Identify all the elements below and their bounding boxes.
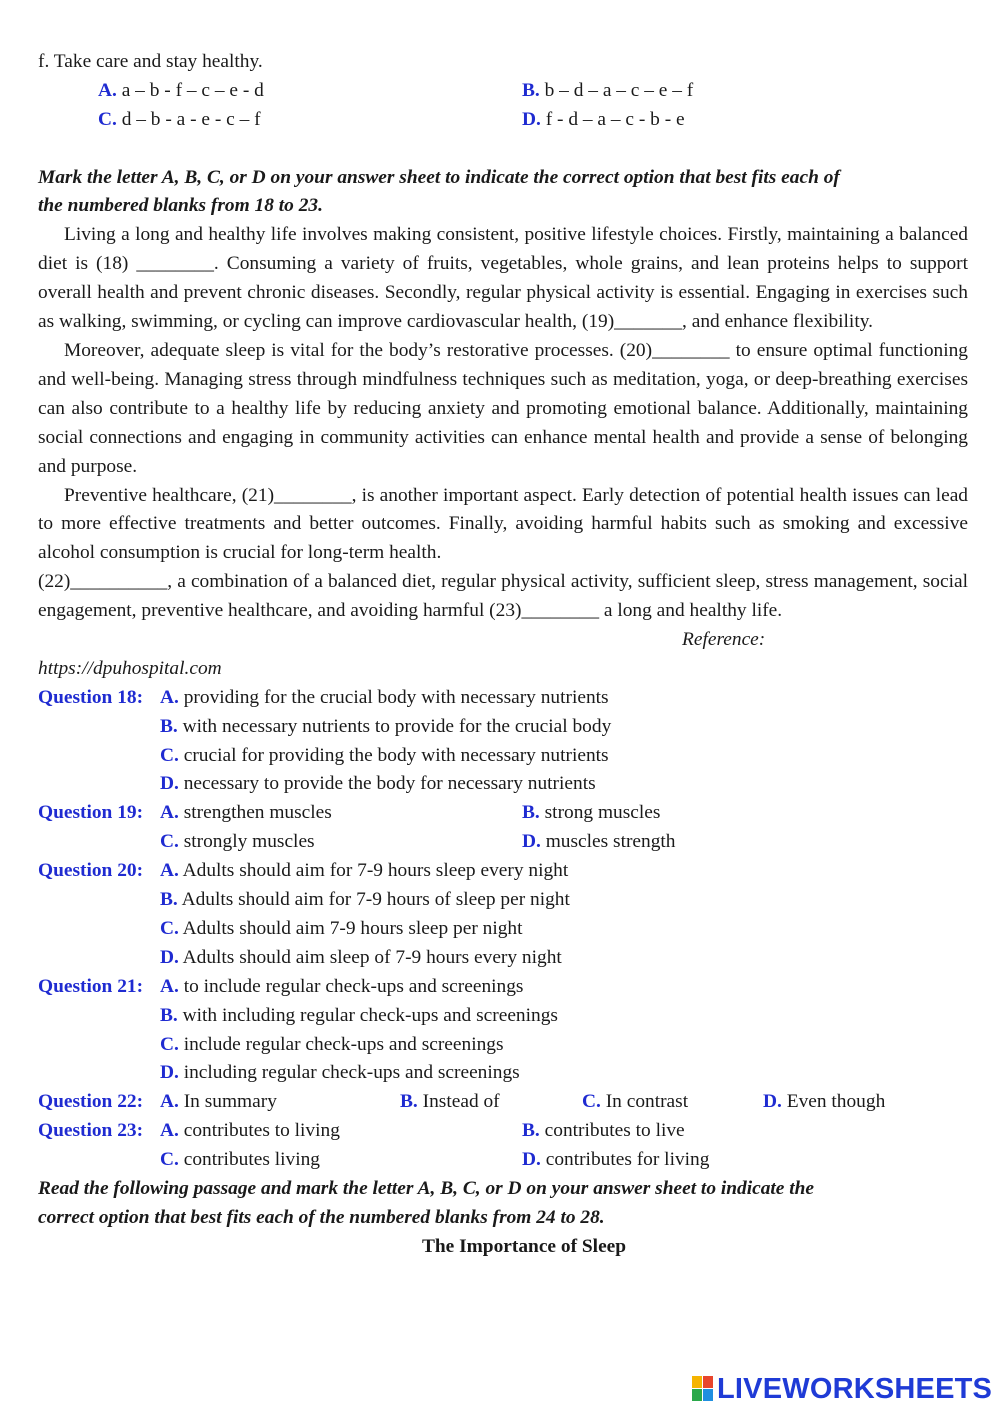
order-options-row-2 — [38, 106, 968, 135]
q19-letter-b[interactable]: B. — [522, 802, 540, 824]
question-18-row-a — [38, 684, 968, 713]
reference-url: https://dpuhospital.com — [38, 657, 222, 679]
q19-option-b: strong muscles — [544, 802, 661, 824]
question-18-label: Question 18: — [38, 686, 144, 708]
q23-option-d: contributes for living — [545, 1149, 710, 1171]
passage-paragraph-1: Living a long and healthy life involves making consistent, positive lifestyle choices. Firstly, maintaining a balanced diet is (18) ________. Consuming a variety of fruits, vegetables, whole grains, and lean proteins helps to support overall health and prevent chronic diseases. Secondly, regular physical activity is essential. Engaging in exercises such as walking, swimming, or cycling can improve cardiovascular health, (19)_______, and enhance flexibility. — [38, 224, 968, 333]
passage-paragraph-4: (22)__________, a combination of a balanced diet, regular physical activity, sufficient sleep, stress management, social engagement, preventive healthcare, and avoiding harmful (23)________ a long and healthy life. — [38, 571, 968, 622]
option-letter-a[interactable]: A. — [98, 79, 117, 101]
passage-paragraph-2: Moreover, adequate sleep is vital for the body’s restorative processes. (20)________ to ensure optimal functioning and well-being. Managing stress through mindfulness techniques such as meditation, yoga, or deep-breathing exercises can also contribute to a healthy life by reducing anxiety and promoting emotional balance. Additionally, maintaining social connections and engaging in community activities can enhance mental health and provide a sense of belonging and purpose. — [38, 339, 968, 477]
q23-letter-d[interactable]: D. — [522, 1149, 541, 1171]
liveworksheets-logo[interactable] — [692, 1374, 992, 1404]
q20-option-c: Adults should aim 7-9 hours sleep per night — [182, 917, 523, 939]
option-f-line: f. Take care and stay healthy. — [38, 51, 263, 72]
passage — [38, 221, 968, 626]
q22-letter-d[interactable]: D. — [763, 1091, 782, 1113]
q20-letter-a[interactable]: A. — [160, 860, 179, 882]
q22-option-d: Even though — [786, 1091, 886, 1113]
question-22-label: Question 22: — [38, 1091, 144, 1113]
option-letter-d[interactable]: D. — [522, 108, 541, 130]
question-21-row-b — [38, 1002, 968, 1031]
question-21-row-d — [38, 1059, 968, 1088]
question-20-label: Question 20: — [38, 860, 144, 882]
option-letter-b[interactable]: B. — [522, 79, 540, 101]
option-letter-c[interactable]: C. — [98, 108, 117, 130]
option-b-text: b – d – a – c – e – f — [544, 79, 694, 101]
question-22-row — [38, 1088, 968, 1117]
q19-option-d: muscles strength — [545, 831, 676, 853]
q18-option-d: necessary to provide the body for necessary nutrients — [183, 773, 596, 795]
q23-letter-c[interactable]: C. — [160, 1149, 179, 1171]
q20-letter-c[interactable]: C. — [160, 917, 179, 939]
question-21-label: Question 21: — [38, 975, 144, 997]
q18-letter-b[interactable]: B. — [160, 715, 178, 737]
q21-letter-c[interactable]: C. — [160, 1033, 179, 1055]
q23-letter-b[interactable]: B. — [522, 1120, 540, 1142]
question-23-label: Question 23: — [38, 1120, 144, 1142]
q18-option-b: with necessary nutrients to provide for the crucial body — [182, 715, 612, 737]
question-18-row-b — [38, 713, 968, 742]
question-20-row-c — [38, 915, 968, 944]
instruction2-line-2: correct option that best fits each of the numbered blanks from 24 to 28. — [38, 1206, 605, 1228]
q19-option-a: strengthen muscles — [183, 802, 332, 824]
q23-option-c: contributes living — [183, 1149, 320, 1171]
q18-letter-c[interactable]: C. — [160, 744, 179, 766]
option-d-text: f - d – a – c - b - e — [545, 108, 685, 130]
q21-option-a: to include regular check-ups and screenings — [183, 975, 524, 997]
q21-option-b: with including regular check-ups and screenings — [182, 1004, 558, 1026]
q21-option-c: include regular check-ups and screenings — [183, 1033, 504, 1055]
q22-letter-c[interactable]: C. — [582, 1091, 601, 1113]
reference-label: Reference: — [682, 629, 766, 651]
q19-letter-a[interactable]: A. — [160, 802, 179, 824]
instruction2-line-1: Read the following passage and mark the letter A, B, C, or D on your answer sheet to indicate the — [38, 1177, 815, 1199]
q22-option-a: In summary — [183, 1091, 277, 1113]
question-21-row-c — [38, 1031, 968, 1060]
q19-letter-c[interactable]: C. — [160, 831, 179, 853]
q20-option-d: Adults should aim sleep of 7-9 hours every night — [182, 946, 562, 968]
option-a-text: a – b - f – c – e - d — [121, 79, 264, 101]
q20-option-a: Adults should aim for 7-9 hours sleep every night — [182, 860, 569, 882]
q18-letter-d[interactable]: D. — [160, 773, 179, 795]
q21-letter-a[interactable]: A. — [160, 975, 179, 997]
q21-letter-d[interactable]: D. — [160, 1062, 179, 1084]
instruction-line-2: the numbered blanks from 18 to 23. — [38, 195, 323, 217]
q20-letter-d[interactable]: D. — [160, 946, 179, 968]
question-20-row-a — [38, 857, 968, 886]
question-23-row-2 — [38, 1146, 968, 1175]
q18-option-a: providing for the crucial body with necessary nutrients — [183, 686, 609, 708]
q22-option-b: Instead of — [422, 1091, 500, 1113]
question-21-row-a — [38, 973, 968, 1002]
q22-option-c: In contrast — [605, 1091, 689, 1113]
question-19-row-2 — [38, 828, 968, 857]
instruction-line-1: Mark the letter A, B, C, or D on your answer sheet to indicate the correct option that best fits each of — [38, 166, 840, 188]
q18-option-c: crucial for providing the body with necessary nutrients — [183, 744, 609, 766]
passage-paragraph-3: Preventive healthcare, (21)________, is another important aspect. Early detection of potential health issues can lead to more effective treatments and better outcomes. Finally, avoiding harmful habits such as smoking and excessive alcohol consumption is crucial for long-term health. — [38, 484, 968, 564]
question-23-row-1 — [38, 1117, 968, 1146]
q18-letter-a[interactable]: A. — [160, 686, 179, 708]
q23-option-a: contributes to living — [183, 1120, 340, 1142]
question-20-row-d — [38, 944, 968, 973]
question-20-row-b — [38, 886, 968, 915]
q19-option-c: strongly muscles — [183, 831, 315, 853]
next-passage-title: The Importance of Sleep — [421, 1235, 627, 1257]
q21-option-d: including regular check-ups and screenings — [183, 1062, 520, 1084]
question-19-row-1 — [38, 799, 968, 828]
worksheet-page — [38, 48, 968, 1262]
liveworksheets-wordmark: LIVEWORKSHEETS — [717, 1372, 993, 1405]
question-19-label: Question 19: — [38, 802, 144, 824]
q20-option-b: Adults should aim for 7-9 hours of sleep per night — [181, 889, 570, 911]
liveworksheets-mark-icon — [692, 1376, 714, 1402]
question-18-row-c — [38, 742, 968, 771]
option-c-text: d – b - a - e - c – f — [121, 108, 261, 130]
q21-letter-b[interactable]: B. — [160, 1004, 178, 1026]
q22-letter-b[interactable]: B. — [400, 1091, 418, 1113]
q20-letter-b[interactable]: B. — [160, 889, 178, 911]
question-18-row-d — [38, 770, 968, 799]
q19-letter-d[interactable]: D. — [522, 831, 541, 853]
q23-letter-a[interactable]: A. — [160, 1120, 179, 1142]
order-options-row-1 — [38, 77, 968, 106]
q22-letter-a[interactable]: A. — [160, 1091, 179, 1113]
q23-option-b: contributes to live — [544, 1120, 685, 1142]
